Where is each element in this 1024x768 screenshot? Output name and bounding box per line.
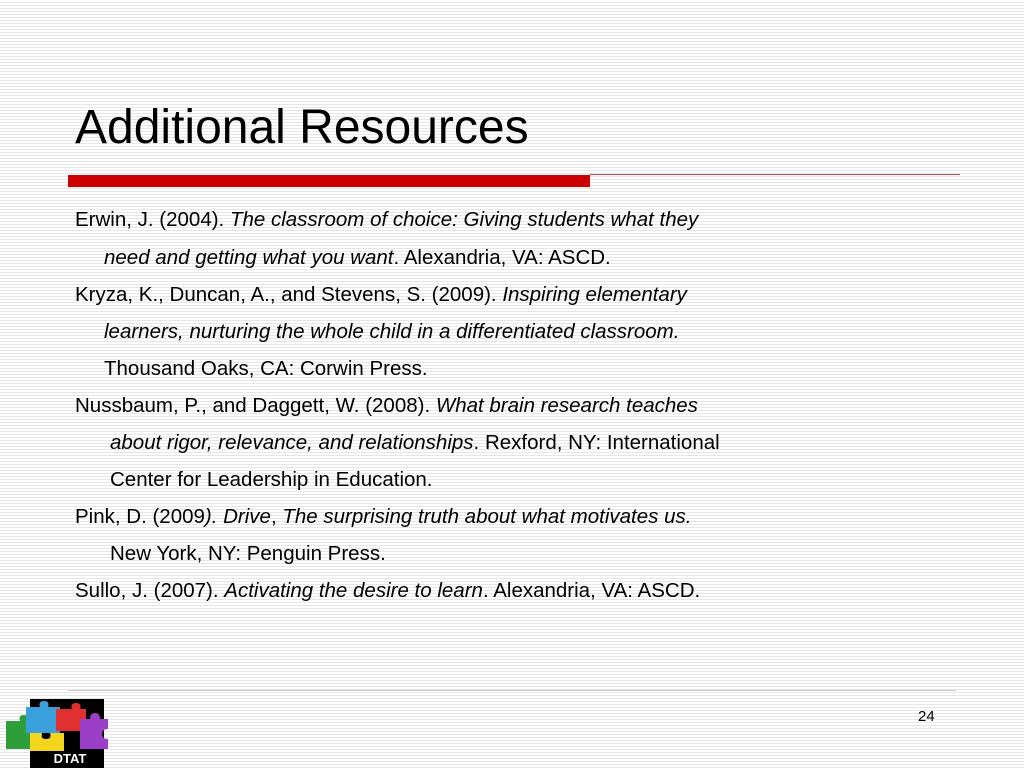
reference-title: Activating the desire to learn <box>224 579 483 602</box>
reference-line <box>75 502 691 532</box>
reference-title: ). Drive <box>204 505 271 528</box>
reference-text: Erwin, J. (2004). <box>75 208 230 231</box>
reference-title: Inspiring elementary <box>502 283 687 306</box>
reference-line <box>75 391 698 421</box>
reference-text: Nussbaum, P., and Daggett, W. (2008). <box>75 394 436 417</box>
logo-text: DTAT <box>53 751 87 766</box>
reference-line <box>110 465 433 495</box>
reference-text: New York, NY: Penguin Press. <box>110 542 386 565</box>
title-underline-bar <box>68 175 590 187</box>
reference-text: Thousand Oaks, CA: Corwin Press. <box>104 357 428 380</box>
reference-title: The classroom of choice: Giving students what they <box>229 208 699 231</box>
title-underline-thin <box>590 174 960 175</box>
slide-number: 24 <box>918 708 935 725</box>
reference-text: , <box>270 505 283 528</box>
reference-text: . Alexandria, VA: ASCD. <box>482 579 701 602</box>
reference-text: Pink, D. (2009 <box>75 505 205 528</box>
reference-line <box>104 354 428 384</box>
reference-line <box>104 243 611 273</box>
reference-title: about rigor, relevance, and relationships <box>110 431 474 454</box>
reference-line <box>104 317 679 347</box>
reference-line <box>75 280 687 310</box>
reference-text: . Alexandria, VA: ASCD. <box>393 246 611 269</box>
reference-text: Kryza, K., Duncan, A., and Stevens, S. (2009). <box>75 283 503 306</box>
reference-title: learners, nurturing the whole child in a differentiated classroom. <box>104 320 680 343</box>
slide-title: Additional Resources <box>75 101 529 154</box>
reference-line <box>110 539 386 569</box>
reference-text: . Rexford, NY: International <box>473 431 720 454</box>
reference-line <box>75 205 698 235</box>
dtat-puzzle-logo <box>0 699 114 768</box>
reference-line <box>110 428 720 458</box>
reference-title: The surprising truth about what motivates us. <box>282 505 692 528</box>
reference-text: Center for Leadership in Education. <box>110 468 433 491</box>
reference-line <box>75 576 700 606</box>
reference-text: Sullo, J. (2007). <box>75 579 225 602</box>
reference-title: What brain research teaches <box>435 394 698 417</box>
reference-title: need and getting what you want <box>104 246 394 269</box>
footer-divider <box>68 690 956 691</box>
